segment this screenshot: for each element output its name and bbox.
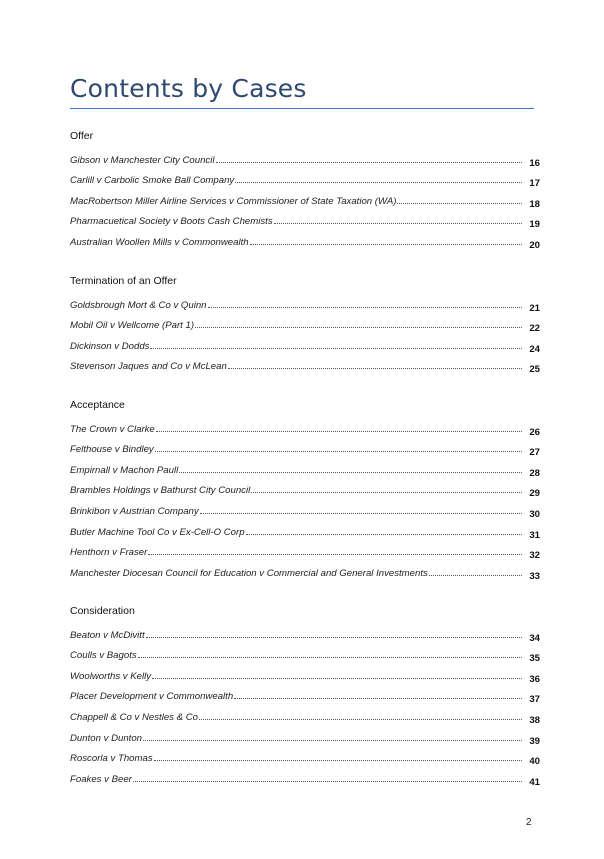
case-name: Empirnall v Machon Paull [70, 464, 179, 476]
toc-entry[interactable] [70, 227, 540, 251]
dot-leader [251, 491, 522, 493]
page-ref: 19 [529, 219, 540, 231]
title-underline [70, 108, 534, 109]
dot-leader [250, 243, 522, 245]
case-name: Foakes v Beer [70, 773, 132, 785]
page-ref: 41 [529, 776, 540, 788]
toc-entry[interactable] [70, 702, 540, 726]
page-ref: 30 [529, 508, 540, 520]
toc-entry[interactable] [70, 186, 540, 210]
page-number: 2 [526, 817, 532, 828]
dot-leader [274, 222, 522, 224]
page-ref: 35 [529, 653, 540, 665]
case-name: Manchester Diocesan Council for Education v Commercial and General Investments [70, 567, 428, 579]
dot-leader [148, 553, 522, 555]
page-ref: 29 [529, 488, 540, 500]
toc-entry[interactable] [70, 496, 540, 520]
toc-entry[interactable] [70, 455, 540, 479]
dot-leader [199, 718, 522, 720]
case-name: Dunton v Dunton [70, 732, 142, 744]
dot-leader [179, 471, 522, 473]
toc-entry[interactable] [70, 744, 540, 768]
toc-entry[interactable] [70, 435, 540, 459]
toc-entry[interactable] [70, 517, 540, 541]
case-name: Placer Development v Commonwealth [70, 691, 234, 703]
case-name: Stevenson Jaques and Co v McLean [70, 361, 227, 373]
dot-leader [228, 367, 522, 369]
page-ref: 39 [529, 735, 540, 747]
case-name: Goldsbrough Mort & Co v Quinn [70, 299, 207, 311]
case-name: Mobil Oil v Wellcome (Part 1) [70, 320, 195, 332]
page-ref: 20 [529, 239, 540, 251]
case-name: Beaton v McDivitt [70, 629, 145, 641]
page-ref: 34 [529, 632, 540, 644]
case-name: Butler Machine Tool Co v Ex-Cell-O Corp [70, 526, 245, 538]
dot-leader [216, 161, 523, 163]
section-heading: Termination of an Offer [70, 275, 177, 287]
case-name: Chappell & Co v Nestles & Co [70, 711, 198, 723]
page-ref: 26 [529, 426, 540, 438]
toc-entry[interactable] [70, 723, 540, 747]
section-heading: Acceptance [70, 399, 125, 411]
section-heading: Consideration [70, 605, 135, 617]
toc-entry[interactable] [70, 538, 540, 562]
dot-leader [155, 450, 522, 452]
page-ref: 22 [529, 323, 540, 335]
dot-leader [397, 202, 522, 204]
case-name: Gibson v Manchester City Council [70, 154, 215, 166]
page-ref: 16 [529, 157, 540, 169]
dot-leader [429, 574, 522, 576]
case-name: Dickinson v Dodds [70, 340, 150, 352]
toc-entry[interactable] [70, 290, 540, 314]
case-name: Henthorn v Fraser [70, 547, 148, 559]
dot-leader [152, 677, 522, 679]
section-offer [70, 127, 540, 251]
case-name: Carlill v Carbolic Smoke Ball Company [70, 175, 235, 187]
toc-entry[interactable] [70, 558, 540, 582]
toc-entry[interactable] [70, 207, 540, 231]
dot-leader [143, 739, 522, 741]
toc-entry[interactable] [70, 331, 540, 355]
dot-leader [208, 306, 522, 308]
page-ref: 25 [529, 364, 540, 376]
toc-entry[interactable] [70, 661, 540, 685]
case-name: Pharmacuetical Society v Boots Cash Chemists [70, 216, 273, 228]
page-ref: 31 [529, 529, 540, 541]
dot-leader [200, 512, 522, 514]
page-ref: 37 [529, 694, 540, 706]
dot-leader [195, 326, 522, 328]
toc-entry[interactable] [70, 352, 540, 376]
toc-entry[interactable] [70, 414, 540, 438]
toc-entry[interactable] [70, 311, 540, 335]
toc-entry[interactable] [70, 145, 540, 169]
dot-leader [150, 347, 522, 349]
page-ref: 24 [529, 343, 540, 355]
dot-leader [133, 780, 522, 782]
page-ref: 36 [529, 673, 540, 685]
dot-leader [154, 759, 522, 761]
dot-leader [146, 636, 522, 638]
section-acceptance [70, 396, 540, 582]
page-ref: 28 [529, 467, 540, 479]
case-name: Felthouse v Bindley [70, 444, 154, 456]
section-termination-of-an-offer [70, 272, 540, 376]
page-ref: 38 [529, 714, 540, 726]
case-name: MacRobertson Miller Airline Services v Commissioner of State Taxation (WA) [70, 195, 397, 207]
dot-leader [156, 430, 522, 432]
toc-entry[interactable] [70, 641, 540, 665]
page-ref: 27 [529, 447, 540, 459]
case-name: Roscorla v Thomas [70, 753, 153, 765]
case-name: Coulls v Bagots [70, 650, 137, 662]
page-title: Contents by Cases [70, 74, 307, 103]
page-ref: 40 [529, 756, 540, 768]
dot-leader [234, 697, 522, 699]
dot-leader [138, 656, 522, 658]
toc-entry[interactable] [70, 764, 540, 788]
dot-leader [246, 533, 522, 535]
page-ref: 18 [529, 198, 540, 210]
section-consideration [70, 602, 540, 788]
case-name: Brambles Holdings v Bathurst City Council [70, 485, 251, 497]
page-ref: 17 [529, 178, 540, 190]
page-ref: 32 [529, 550, 540, 562]
toc-entry[interactable] [70, 476, 540, 500]
case-name: Woolworths v Kelly [70, 670, 152, 682]
case-name: Australian Woollen Mills v Commonwealth [70, 236, 249, 248]
case-name: Brinkibon v Austrian Company [70, 505, 199, 517]
dot-leader [235, 181, 522, 183]
page-ref: 21 [529, 302, 540, 314]
case-name: The Crown v Clarke [70, 423, 155, 435]
section-heading: Offer [70, 130, 94, 142]
page-ref: 33 [529, 570, 540, 582]
toc-entry[interactable] [70, 620, 540, 644]
toc-entry[interactable] [70, 682, 540, 706]
toc-entry[interactable] [70, 166, 540, 190]
